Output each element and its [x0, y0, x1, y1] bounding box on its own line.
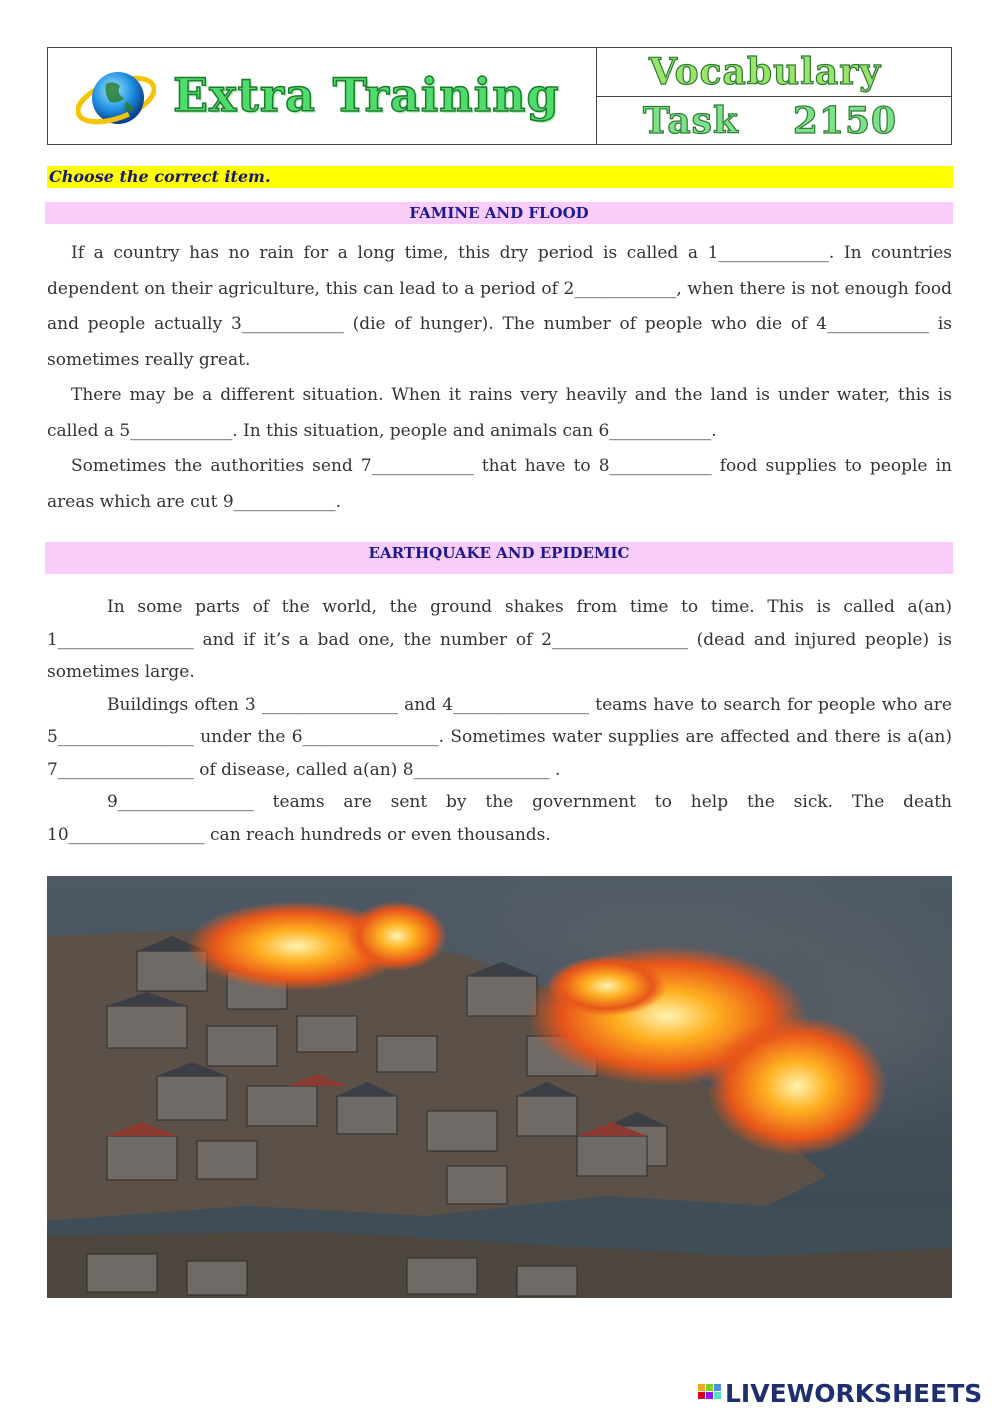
worksheet-header: [47, 47, 952, 145]
task-label: Task: [643, 99, 739, 142]
task-cell: [597, 97, 951, 144]
section1-text: [47, 236, 952, 520]
disaster-photo-image: [47, 876, 952, 1298]
section1-paragraph: If a country has no rain for a long time, this dry period is called a 1_____________. In countries dependent on their agriculture, this can lead to a period of 2____________, when there is not enough food and people actually 3____________ (die of hunger). The number of people who die of 4____________ is sometimes really great.: [47, 243, 952, 370]
section1-paragraph: Sometimes the authorities send 7____________ that have to 8____________ food supplies to people in areas which are cut 9____________.: [47, 456, 952, 512]
header-brand-cell: [48, 48, 597, 144]
brand-title: Extra Training: [173, 68, 560, 122]
globe-icon: [76, 62, 156, 134]
task-number: 2150: [792, 99, 898, 142]
section1-paragraph: There may be a different situation. When it rains very heavily and the land is under water, this is called a 5____________. In this situation, people and animals can 6____________.: [47, 385, 952, 441]
header-task-cell: [597, 48, 951, 144]
section2-paragraph: Buildings often 3 ________________ and 4________________ teams have to search for people who are 5________________ under the 6________________. Sometimes water supplies are affected and there is a(an) 7________________ of disease, called a(an) 8________________ .: [47, 694, 952, 780]
category-cell: [597, 48, 951, 97]
section-title-earthquake-epidemic: EARTHQUAKE AND EPIDEMIC: [45, 542, 953, 574]
section2-paragraph: In some parts of the world, the ground shakes from time to time. This is called a(an) 1________________ and if it’s a bad one, the number of 2________________ (dead and injured people) is sometimes large.: [47, 597, 952, 682]
liveworksheets-logo-icon: [697, 1380, 723, 1406]
footer-logo[interactable]: [697, 1378, 982, 1408]
disaster-photo: [47, 876, 952, 1298]
section2-text: [47, 591, 952, 851]
section2-paragraph: 9________________ teams are sent by the government to help the sick. The death 10________________ can reach hundreds or even thousands.: [47, 792, 952, 845]
instruction-banner: Choose the correct item.: [47, 166, 953, 188]
section-title-famine-flood: FAMINE AND FLOOD: [45, 202, 953, 224]
category-label: Vocabulary: [649, 51, 882, 93]
footer-brand: LIVEWORKSHEETS: [725, 1378, 983, 1408]
